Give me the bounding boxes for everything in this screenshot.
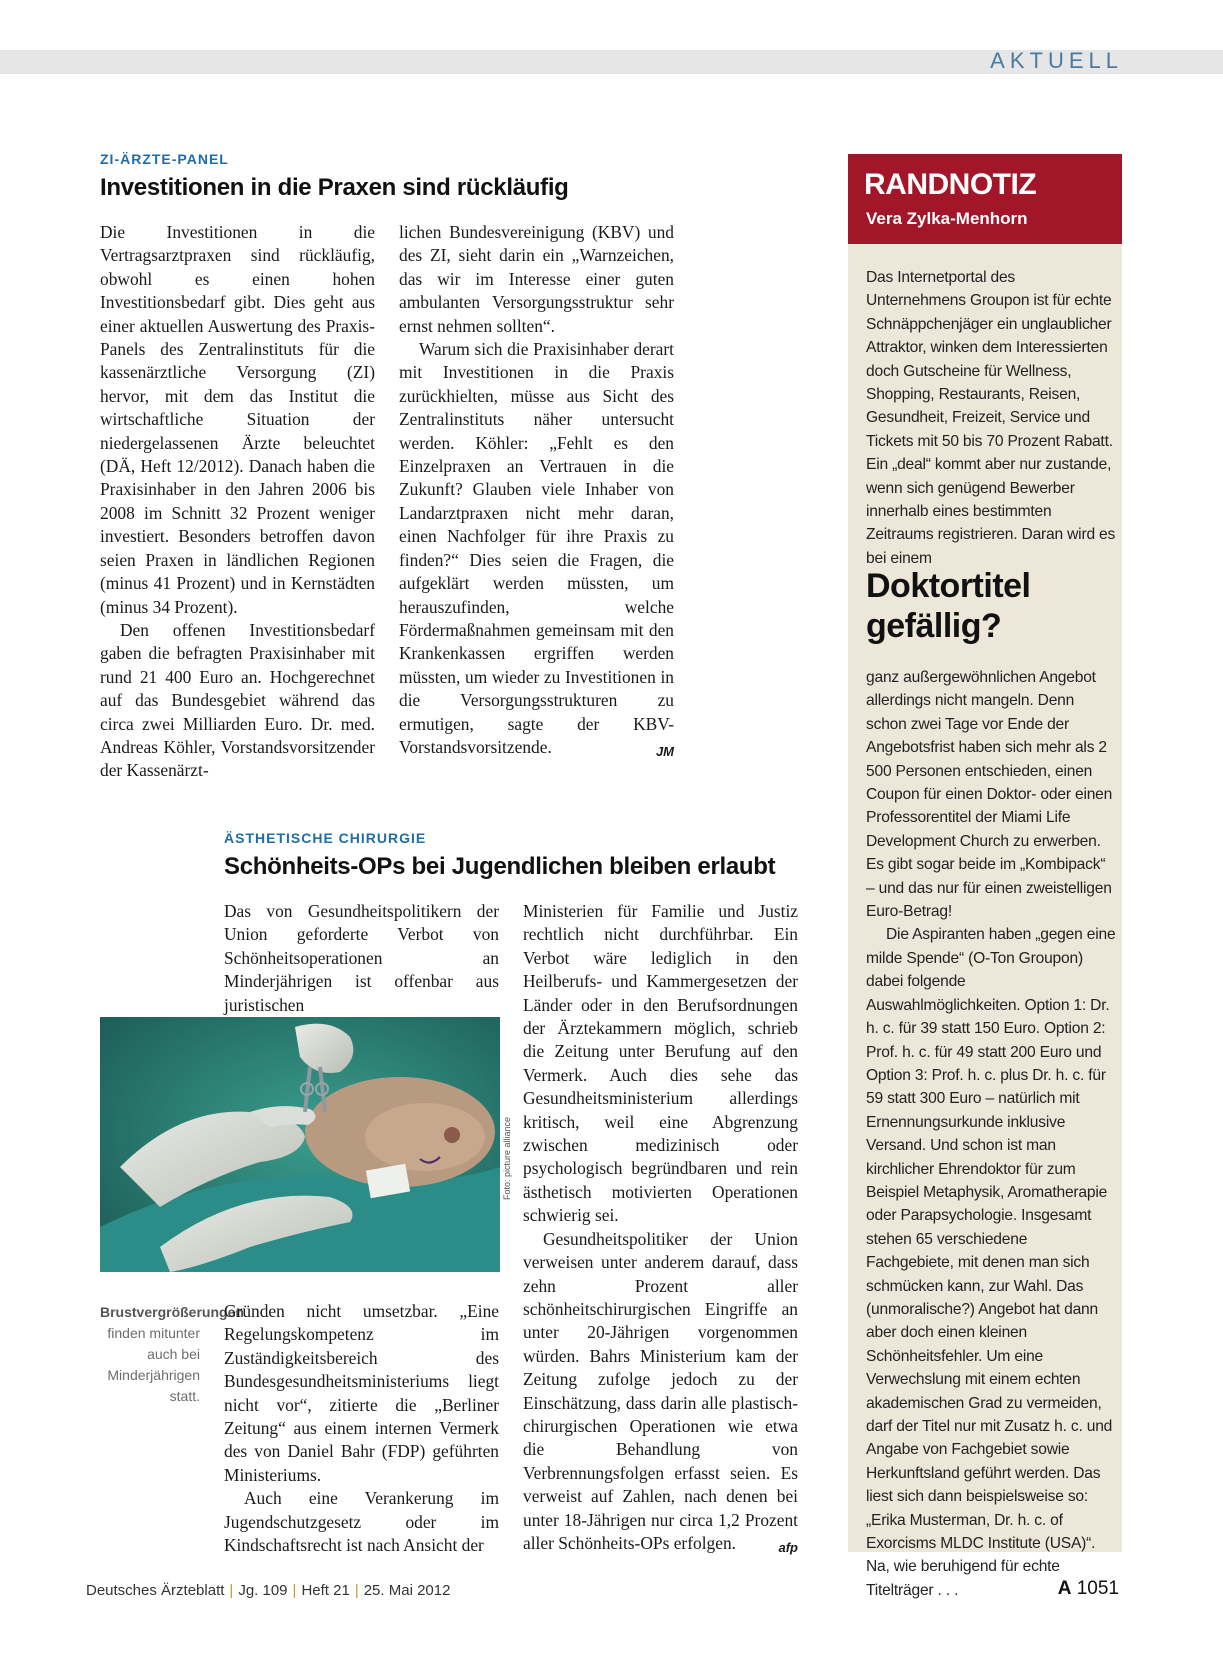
article1-kicker: ZI-ÄRZTE-PANEL [100, 151, 229, 167]
randnotiz-author: Vera Zylka-Menhorn [866, 209, 1028, 228]
surgery-photo [100, 1017, 500, 1272]
paragraph-text: Gesundheitspolitiker der Union verweisen unter anderem darauf, dass zehn Prozent aller schönheitschirurgischen Eingriffe an unter 20-Jährigen vorgenommen würden. Bahrs Ministerium kam der Zeitung zufolge jedoch zu der Einschätzung, dass darin alle plastisch-chirurgischen Operationen wie etwa die Behandlung von Verbrennungsfolgen erfasst seien. Es verweist auf Zahlen, nach denen bei unter 18-Jährigen nur circa 1,2 Prozent aller Schönheits-OPs erfolgen. [523, 1228, 798, 1553]
paragraph: Ministerien für Familie und Justiz rechtlich nicht durchführbar. Ein Verbot wäre lediglich in den Heilberufs- und Kammergesetzen der Länder oder in den Berufsordnungen der Ärztekammern möglich, schrieb die Zeitung unter Berufung auf den Vermerk. Auch dies sehe das Gesundheitsministerium allerdings kritisch, weil eine Abgrenzung zwischen medizinisch oder psychologisch begründbaren und rein ästhetisch motivierten Operationen schwierig sei. [523, 901, 798, 1226]
paragraph [523, 1228, 798, 1556]
randnotiz-big-title: Doktortitel gefällig? [866, 567, 1031, 645]
article2-column-2 [523, 900, 798, 1559]
surgery-photo-illustration [100, 1017, 500, 1272]
page-prefix: A [1057, 1578, 1072, 1599]
article2-column-1 [224, 1300, 499, 1557]
footer-citation: Deutsches Ärzteblatt | Jg. 109 | Heft 21 | 25. Mai 2012 [86, 1582, 451, 1599]
footer-journal: Deutsches Ärzteblatt [86, 1582, 225, 1599]
paragraph: lichen Bundesvereinigung (KBV) und des ZI, sieht darin ein „Warnzeichen, das wir im Interesse einer guten ambulanten Versorgungsstruktur sehr ernst nehmen sollten“. [399, 222, 674, 336]
article1-column-1 [100, 221, 375, 783]
article2-intro [224, 900, 499, 1017]
page-number [1058, 1578, 1119, 1600]
article1-column-2 [399, 221, 674, 763]
paragraph: Gründen nicht umsetzbar. „Eine Regelungskompetenz im Zuständigkeitsbereich des Bundesgesundheitsministeriums liegt nicht vor“, zitierte die „Berliner Zeitung“ aus einem internen Vermerk des von Daniel Bahr (FDP) geführten Ministeriums. [224, 1301, 499, 1485]
caption-bold: Brustvergrößerungen [100, 1304, 244, 1320]
paragraph: Auch eine Verankerung im Jugendschutzgesetz oder im Kindschaftsrecht ist nach Ansicht der [224, 1488, 499, 1556]
paragraph: Das Internetportal des Unternehmens Groupon ist für echte Schnäppchenjäger ein unglaublicher Attraktor, winken dem Interessierten doch Gutscheine für Wellness, Shopping, Restaurants, Reisen, Gesundheit, Freizeit, Service und Tickets mit 50 bis 70 Prozent Rabatt. Ein „deal“ kommt aber nur zustande, wenn sich genügend Bewerber innerhalb eines bestimmten Zeitraums registrieren. Daran wird es bei einem [866, 269, 1116, 567]
page-number-value: 1051 [1076, 1578, 1119, 1599]
randnotiz-title: RANDNOTIZ [864, 168, 1037, 201]
randnotiz-text-1 [866, 266, 1116, 570]
paragraph: Den offenen Investitionsbedarf gaben die befragten Praxisinhaber mit rund 21 400 Euro an. Hochgerechnet auf das Bundesgebiet während das circa zwei Milliarden Euro. Dr. med. Andreas Köhler, Vorstandsvorsitzender der Kassenärzt- [100, 619, 375, 781]
section-label: AKTUELL [990, 48, 1123, 73]
footer-volume: Jg. 109 [238, 1582, 288, 1599]
paragraph: Die Investitionen in die Vertragsarztpraxen sind rückläufig, obwohl es einen hohen Investitionsbedarf gibt. Dies geht aus einer aktuellen Auswertung des Praxis-Panels des Zentralinstituts für die kassenärztliche Versorgung (ZI) hervor, mit dem das Institut die wirtschaftliche Situation der niedergelassenen Ärzte beleuchtet (DÄ, Heft 12/2012). Danach haben die Praxisinhaber in den Jahren 2006 bis 2008 im Schnitt 32 Prozent weniger investiert. Besonders betroffen davon seien Praxen in ländlichen Regionen (minus 41 Prozent) und in Kernstädten (minus 34 Prozent). [100, 222, 375, 617]
caption-text: finden mitunter auch bei Minderjährigen statt. [107, 1325, 200, 1404]
paragraph: Die Aspiranten haben „gegen eine milde Spende“ (O-Ton Groupon) dabei folgende Auswahlmöglichkeiten. Option 1: Dr. h. c. für 39 statt 150 Euro. Option 2: Prof. h. c. für 49 statt 200 Euro und Option 3: Prof. h. c. plus Dr. h. c. für 59 statt 300 Euro – natürlich mit Ernennungsurkunde inklusive Versand. Und schon ist man kirchlicher Ehrendoktor für zum Beispiel Metaphysik, Aromatherapie oder Parapsychologie. Insgesamt stehen 65 verschiedene Fachgebiete, mit denen man sich schmücken kann, zur Wahl. Das (unmoralische?) Angebot hat dann aber doch einen kleinen Schönheitsfehler. Um eine Verwechslung mit einem echten akademischen Grad zu vermeiden, darf der Titel nur mit Zusatz h. c. und Angabe von Fachgebiet sowie Herkunftsland geführt werden. Das liest sich dann beispielsweise so: „Erika Musterman, Dr. h. c. of Exorcisms MLDC Institute (USA)“. Na, wie beruhigend für echte Titelträger . . . [866, 926, 1116, 1599]
footer-issue: Heft 21 [301, 1582, 350, 1599]
paragraph: Das von Gesundheitspolitikern der Union geforderte Verbot von Schönheitsoperationen an Minderjährigen ist offenbar aus juristischen [224, 901, 499, 1015]
footer-date: 25. Mai 2012 [363, 1582, 451, 1599]
article1-signature: JM [655, 743, 674, 759]
randnotiz-text-2 [866, 666, 1116, 1602]
article2-kicker: ÄSTHETISCHE CHIRURGIE [224, 830, 427, 846]
article2-signature: afp [778, 1539, 798, 1555]
photo-credit: Foto: picture alliance [502, 1116, 512, 1200]
paragraph: ganz außergewöhnlichen Angebot allerdings nicht mangeln. Denn schon zwei Tage vor Ende der Angebotsfrist haben sich mehr als 2 500 Personen entschieden, einen Coupon für einen Doktor- oder einen Professorentitel der Miami Life Development Church zu erwerben. Es gibt sogar beide im „Kombipack“ – und das nur für einen zweistelligen Euro-Betrag! [866, 669, 1113, 921]
paragraph-text: Warum sich die Praxisinhaber derart mit Investitionen in die Praxis zurückhielten, müsse aus Sicht des Zentralinstituts näher untersucht werden. Köhler: „Fehlt es den Einzelpraxen an Vertrauen in die Zukunft? Glauben viele Inhaber von Landarztpraxen nicht mehr daran, einen Nachfolger für ihre Praxis zu finden?“ Dies seien die Fragen, die aufgeklärt werden müssten, um herauszufinden, welche Fördermaßnahmen gemeinsam mit den Krankenkassen ergriffen werden müssten, um wieder zu Investitionen in die Versorgungsstrukturen zu ermutigen, sagte der KBV-Vorstandsvorsitzende. [399, 339, 674, 757]
paragraph [399, 338, 674, 759]
photo-caption [100, 1302, 244, 1407]
article2-headline: Schönheits-OPs bei Jugendlichen bleiben erlaubt [224, 853, 776, 880]
article1-headline: Investitionen in die Praxen sind rückläufig [100, 174, 569, 201]
